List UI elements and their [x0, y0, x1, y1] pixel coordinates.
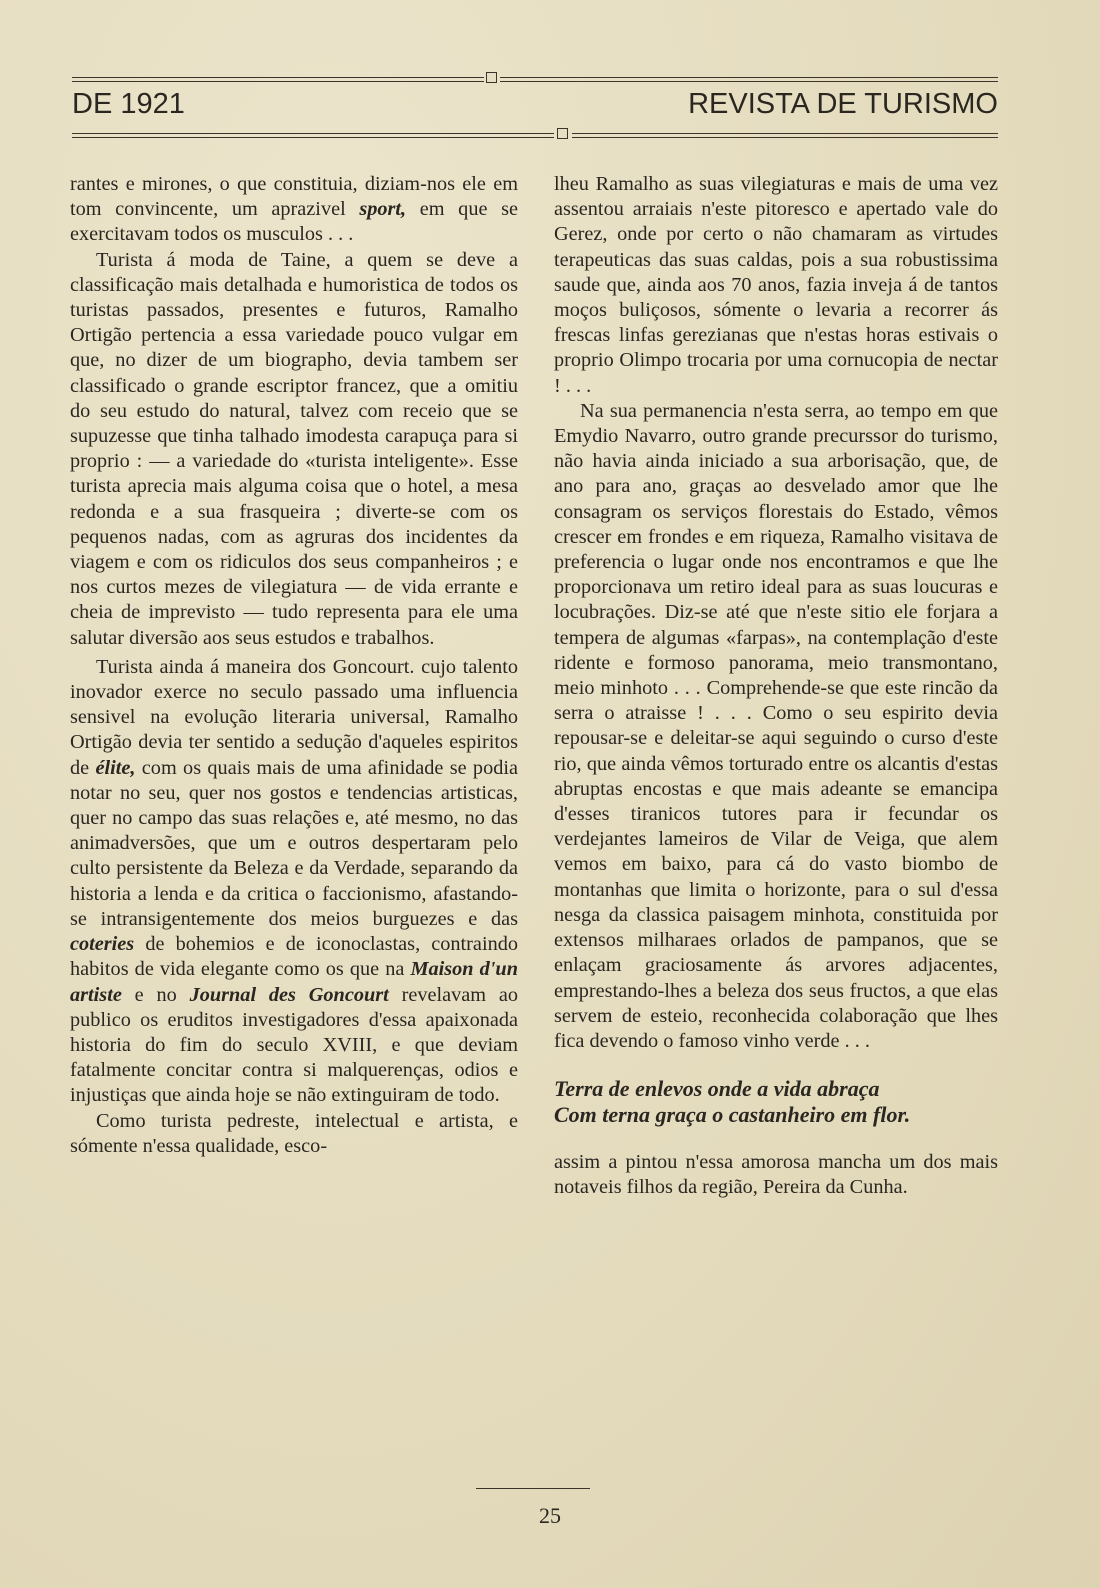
verse-line: Terra de enlevos onde a vida abraça	[554, 1076, 880, 1102]
right-column	[554, 172, 998, 1201]
italic-title: Maison d'un artiste	[70, 958, 518, 1006]
rule-ornament-box	[557, 128, 568, 139]
rule-ornament-box	[486, 72, 497, 83]
paragraph: Na sua permanencia n'esta serra, ao tempo em que Emydio Navarro, outro grande precurssor do turismo, não havia ainda iniciado a sua arborisação, que, de ano para ano, graças ao desvelado amor que lhe consagram os serviços florestais do Estado, vêmos crescer em frondes e em riqueza, Ramalho visitava de preferencia o lugar onde nos encontramos e que lhe proporcionava um retiro ideal para as suas loucuras e locubrações. Diz-se até que n'este sitio ele forjara a tempera de algumas «farpas», na contemplação d'este ridente e formoso panorama, meio transmontano, meio minhoto . . . Comprehende-se que este rincão da serra o atraisse ! . . . Como o seu espirito devia repousar-se e deleitar-se aqui seguindo o curso d'este rio, que ainda vêmos torturado entre os alcantis d'estas abruptas encostas e que mais adeante se emancipa d'esses tiranicos tutores para ir fecundar os verdejantes lameiros de Vilar de Veiga, que alem vemos em baixo, para cá do vasto biombo de montanhas que limita o horizonte, para o sul d'essa nesga da classica paisagem minhota, constituida por extensos milharaes orlados de pampanos, que se enlaçam graciosamente ás arvores adjacentes, emprestando-lhes a beleza dos seus fructos, a que elas servem de esteio, reconhecida colaboração que lhes fica devendo o famoso vinho verde . . .	[554, 399, 998, 1052]
italic-title: Journal des Goncourt	[189, 983, 389, 1006]
left-column	[70, 172, 518, 1159]
verse-line: Com terna graça o castanheiro em flor.	[554, 1102, 911, 1128]
header-journal-title: REVISTA DE TURISMO	[688, 88, 998, 120]
paragraph: lheu Ramalho as suas vilegiaturas e mais de uma vez assentou arraiais n'este pitoresco e apertado vale do Gerez, onde por certo o não chamaram as virtudes terapeuticas das suas caldas, pois a sua robustissima saude que, ainda aos 70 anos, fazia inveja á de tantos moços buliçosos, sómente o levaria a recorrer ás frescas linfas gerezianas que n'estas horas estivais o proprio Olimpo trocaria por uma cornucopia de nectar ! . . .	[554, 173, 998, 397]
footer-rule	[476, 1488, 590, 1489]
paragraph: assim a pintou n'essa amorosa mancha um dos mais notaveis filhos da região, Pereira da Cunha.	[554, 1151, 998, 1199]
page-number: 25	[539, 1503, 561, 1528]
paragraph: Como turista pedreste, intelectual e artista, e sómente n'essa qualidade, esco-	[70, 1109, 518, 1157]
running-header	[72, 88, 998, 128]
paragraph: Turista á moda de Taine, a quem se deve a classificação mais detalhada e humoristica de todos os turistas passados, presentes e futuros, Ramalho Ortigão pertencia a essa variedade pouco vulgar em que, no dizer de um biographo, devia tambem ser classificado o grande escriptor francez, que a omitiu do seu estudo do natural, talvez com receio que se supuzesse que tinha talhado imodesta carapuça para si proprio : — a variedade do «turista inteligente». Esse turista aprecia mais alguma coisa que o hotel, a mesa redonda e a sua frasqueira ; diverte-se com os pequenos nadas, com as agruras dos incidentes da viagem e com os ridiculos dos seus companheiros ; e nos curtos mezes de vilegiatura — de vida errante e cheia de imprevisto — tudo representa para ele uma salutar diversão aos seus estudos e trabalhos.	[70, 248, 518, 649]
italic-term: sport,	[359, 198, 407, 221]
paragraph: rantes e mirones, o que constituia, diziam-nos ele em tom convincente, um aprazivel sport, em que se exercitavam todos os musculos . . .	[70, 173, 518, 246]
italic-term: coteries	[70, 933, 135, 956]
paragraph: Turista ainda á maneira dos Goncourt. cujo talento inovador exerce no seculo passado uma influencia sensivel na evolução literaria universal, Ramalho Ortigão devia ter sentido a sedução d'aqueles espiritos de élite, com os quais mais de uma afinidade se podia notar no seu, quer nos gostos e tendencias artisticas, quer no campo das suas relações e, até mesmo, no das animadversões, que um e outros despertaram pelo culto persistente da Beleza e da Verdade, separando da historia a lenda e da critica o faccionismo, afastando-se intransigentemente dos meios burguezes e das coteries de bohemios e de iconoclastas, contraindo habitos de vida elegante como os que na Maison d'un artiste e no Journal des Goncourt revelavam ao publico os eruditos investigadores d'essa apaixonada historia do fim do seculo XVIII, e que deviam fatalmente concitar contra si malquerenças, odios e injustiças que ainda hoje se não extinguiram de todo.	[70, 655, 518, 1107]
header-date: DE 1921	[72, 88, 185, 120]
italic-term: élite,	[95, 756, 136, 779]
verse-quote	[554, 1076, 998, 1128]
